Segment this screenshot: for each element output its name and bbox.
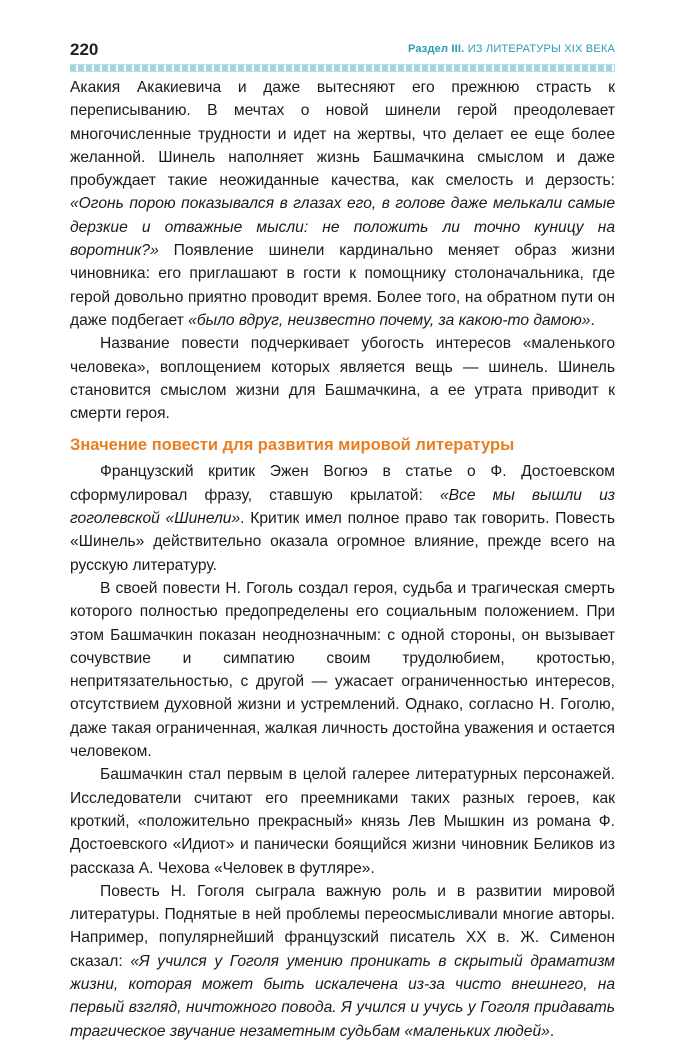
- paragraph: [70, 880, 615, 1043]
- section-heading: Значение повести для развития мировой литературы: [70, 436, 515, 455]
- paragraph: [70, 460, 615, 576]
- text-run: .: [549, 1022, 555, 1040]
- header-ornament-divider: [70, 64, 615, 72]
- text-run: Появление шинели кардинально меняет образ жизни чиновника: его приглашают в гости к помощнику столоначальника, где герой довольно приятно проводит время. Более того, на обратном пути он даже подбегает: [70, 242, 615, 329]
- paragraph: [70, 76, 615, 332]
- paragraph: [70, 332, 615, 425]
- main-text: [70, 76, 615, 1043]
- paragraph: [70, 577, 615, 763]
- section-title: ИЗ ЛИТЕРАТУРЫ XIX ВЕКА: [467, 43, 615, 55]
- page-header: [70, 40, 615, 62]
- section-label: Раздел III.: [407, 43, 465, 55]
- text-run: Повесть Н. Гоголя сыграла важную роль и в развитии мировой литературы. Поднятые в ней проблемы переосмысливали многие авторы. Например, популярнейший французский писатель XX в. Ж. Сименон сказал:: [70, 882, 615, 970]
- page-number: 220: [70, 40, 99, 59]
- quote-text: «Огонь порою показывался в глазах его, в голове даже мелькали самые дерзкие и отважные мысли: не положить ли точно куницу на воротник?»: [70, 195, 615, 260]
- text-run: Французский критик Эжен Вогюэ в статье о Ф. Достоевском сформулировал фразу, ставшую крылатой:: [70, 463, 615, 504]
- quote-text: «Все мы вышли из гоголевской «Шинели»: [70, 486, 615, 528]
- running-head: [408, 43, 615, 55]
- text-run: Название повести подчеркивает убогость интересов «маленького человека», воплощением которых является вещь — шинель. Шинель становится смыслом жизни для Башмачкина, а ее утрата приводит к смерти героя.: [70, 335, 615, 423]
- quote-text: «было вдруг, неизвестно почему, за какою-то дамою»: [188, 311, 591, 329]
- text-run: Акакия Акакиевича и даже вытесняют его прежнюю страсть к переписыванию. В мечтах о новой шинели герой преодолевает многочисленные трудности и идет на жертвы, что делает ее еще более желанной. Шинель наполняет жизнь Башмачкина смыслом и даже пробуждает такие неожиданные качества, как смелость и дерзость:: [70, 79, 615, 190]
- text-run: .: [590, 311, 595, 329]
- paragraph: [70, 763, 615, 879]
- text-run: В своей повести Н. Гоголь создал героя, судьба и трагическая смерть которого полностью предопределены его социальным положением. При этом Башмачкин показан неоднозначным: с одной стороны, он вызывает сочувствие и симпатию своим трудолюбием, кротостью, непритязательностью, с другой — ужасает ограниченностью интересов, отсутствием духовной жизни и устремлений. Однако, согласно Н. Гоголю, даже такая ограниченная, жалкая личность достойна уважения и остается человеком.: [70, 579, 615, 761]
- text-run: Башмачкин стал первым в целой галерее литературных персонажей. Исследователи считают его преемниками таких разных героев, как кроткий, «положительно прекрасный» князь Лев Мышкин из романа Ф. Достоевского «Идиот» и панически боящийся жизни чиновник Беликов из рассказа А. Чехова «Человек в футляре».: [70, 766, 615, 877]
- text-run: . Критик имел полное право так говорить. Повесть «Шинель» действительно оказала огромное влияние, прежде всего на русскую литературу.: [70, 510, 615, 574]
- quote-text: «Я учился у Гоголя умению проникать в скрытый драматизм жизни, которая может быть искалечена из-за чисто внешнего, на первый взгляд, ничтожного повода. Я учился и учусь у Гоголя придавать трагическое звучание незаметным судьбам «маленьких людей»: [70, 952, 615, 1040]
